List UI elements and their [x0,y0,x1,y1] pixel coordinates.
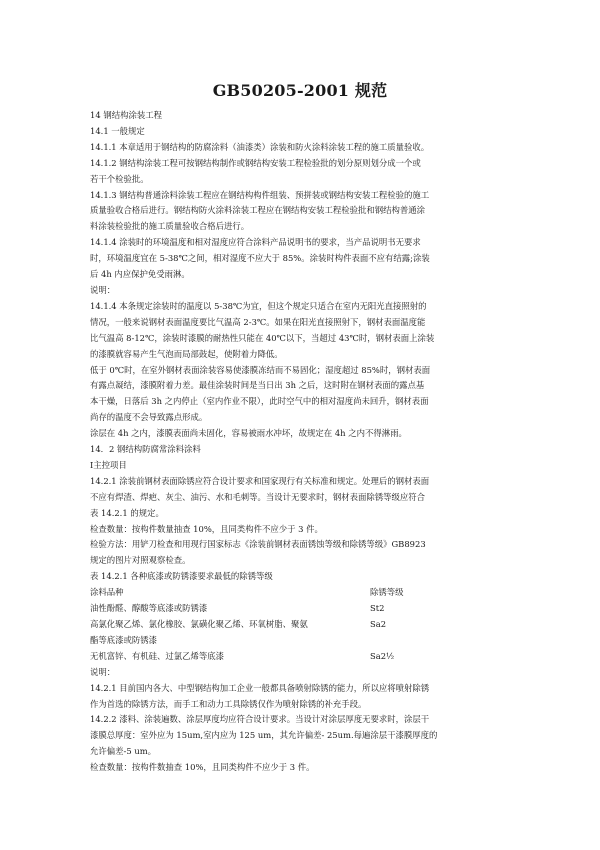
text-line: 检查数量：按构件数抽查 10%，且同类构件不应少于 3 件。 [90,762,315,773]
text-line: 允许偏差-5 um。 [90,746,157,757]
table-row [90,601,520,617]
table-cell-grade: St2 [370,603,385,614]
text-line: 14.2.1 目前国内各大、中型钢结构加工企业一般都具备喷射除锈的能力，所以应将喷射除锈 [90,682,430,693]
text-line: 作为首选的除锈方法，而手工和动力工具除锈仅作为喷射除锈的补充手段。 [90,698,367,709]
text-line: 14 钢结构涂装工程 [90,110,162,120]
text-line: 情况，一般来说钢材表面温度要比气温高 2-3℃。如果在阳光直接照射下，钢材表面温度能 [90,316,426,327]
text-line: 涂层在 4h 之内，漆膜表面尚未固化，容易被雨水冲坏，故规定在 4h 之内不得淋雨。 [90,428,407,439]
text-line: 漆膜总厚度：室外应为 15um,室内应为 125 um，其允许偏差- 25um.每遍涂层干漆膜厚度的 [90,730,438,741]
table-header-grade: 除锈等级 [370,587,404,598]
table-cell-coating: 高氯化聚乙烯、氯化橡胶、氯磺化聚乙烯、环氧树脂、聚氨 [90,619,308,629]
text-line: 14．2 钢结构防腐常涂料涂料 [90,444,201,455]
table-cell-grade [370,633,520,649]
text-block-main [90,108,520,585]
table-cell-coating: 油性酚醛、醇酸等底漆或防锈漆 [90,603,208,614]
table-cell-grade: Sa2½ [370,650,395,661]
text-line: 后 4h 内应保护免受雨淋。 [90,269,190,280]
text-line: 14.1.1 本章适用于钢结构的防腐涂料（油漆类）涂装和防火涂料涂装工程的施工质量验收。 [90,141,430,152]
text-line: 14.1.2 钢结构涂装工程可按钢结构制作或钢结构安装工程检验批的划分原则划分成一个或 [90,157,421,168]
text-line: 检验方法：用铲刀检查和用现行国家标志《涂装前钢材表面锈蚀等级和除锈等级》GB8923 [90,539,426,550]
text-line: 若干个检验批。 [90,173,149,184]
text-line: 表 14.2.1 各种底漆或防锈漆要求最低的除锈等级 [90,571,273,582]
text-line: 尚存的温度不会导致露点形成。 [90,412,208,423]
table-header-row [90,585,520,601]
text-line: 14.2.1 涂装前钢材表面除锈应符合设计要求和国家现行有关标准和规定。处理后的钢材表面 [90,475,430,486]
text-line: 时，环境温度宜在 5-38℃之间，相对湿度不应大于 85%。涂装时构件表面不应有结露;涂装 [90,253,430,264]
table-row [90,649,520,665]
text-line: 料涂装检验批的施工质量验收合格后进行。 [90,221,250,232]
text-line: 说明： [90,284,116,295]
table-cell-coating: 酯等底漆或防锈漆 [90,634,157,645]
text-line: 质量验收合格后进行。钢结构防火涂料涂装工程应在钢结构安装工程检验批和钢结构普通涂 [90,205,425,216]
table-header-coating: 涂料品种 [90,587,124,598]
table-row [90,617,520,633]
table-row [90,633,520,649]
text-line: 14.1 一般规定 [90,125,145,136]
text-line: 规定的图片对照观察检查。 [90,555,191,566]
document-body [90,108,520,776]
text-line: 的漆膜就容易产生气泡而局部鼓起，使附着力降低。 [90,348,283,359]
text-line: 本干燥，日落后 3h 之内停止（室内作业不限），此时空气中的相对湿度尚未回升，钢材表面 [90,396,429,407]
text-line: 表 14.2.1 的规定。 [90,507,164,518]
text-line: 14.2.2 漆料、涂装遍数、涂层厚度均应符合设计要求。当设计对涂层厚度无要求时，涂层干 [90,714,430,725]
text-line: 不应有焊渣、焊疤、灰尘、油污、水和毛刺等。当设计无要求时，钢材表面除锈等级应符合 [90,491,425,502]
text-line: 低于 0℃时，在室外钢材表面涂装容易使漆膜冻结而不易固化；湿度超过 85%时，钢材表面 [90,364,431,375]
text-line: 比气温高 8-12℃，涂装时漆膜的耐热性只能在 40℃以下，当超过 43℃时，钢材表面上涂装 [90,332,435,343]
text-line: Ⅰ主控项目 [90,459,127,470]
text-line: 14.1.4 涂装时的环境温度和相对湿度应符合涂料产品说明书的要求，当产品说明书无要求 [90,237,421,248]
text-line: 14.1.4 本条规定涂装时的温度以 5-38℃为宜，但这个规定只适合在室内无阳光直接照射的 [90,300,427,311]
text-line: 说明： [90,666,116,677]
text-line: 有露点凝结，漆膜附着力差。最佳涂装时间是当日出 3h 之后，这时附在钢材表面的露点基 [90,380,425,391]
text-line: 检查数量：按构件数量抽查 10%，且同类构件不应少于 3 件。 [90,523,323,534]
rust-removal-table [90,585,520,665]
text-line: 14.1.3 钢结构普通涂料涂装工程应在钢结构构件组装、预拼装或钢结构安装工程检验的施工 [90,189,430,200]
document-title: GB50205-2001 规范 [212,81,388,100]
table-cell-grade: Sa2 [370,619,387,629]
text-block-notes [90,665,520,776]
table-cell-coating: 无机富锌、有机硅、过氯乙烯等底漆 [90,650,224,661]
